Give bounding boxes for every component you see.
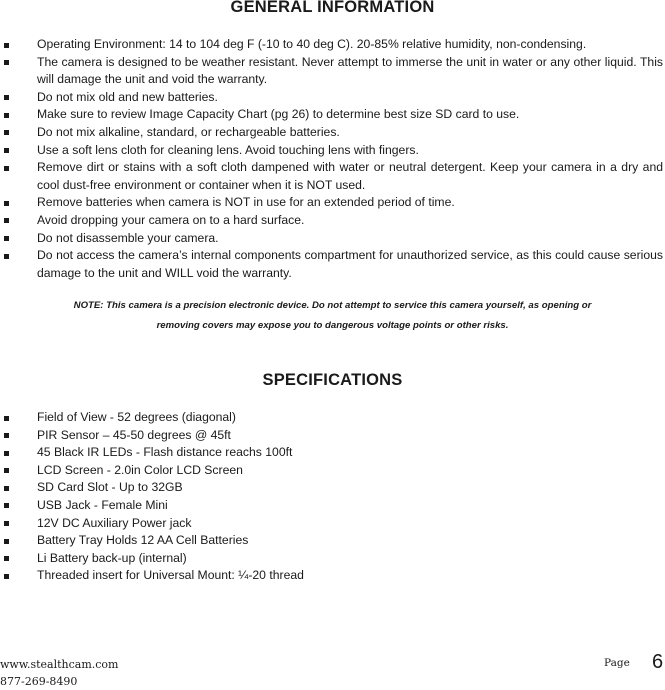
list-item-text: Avoid dropping your camera on to a hard surface. xyxy=(37,212,305,227)
list-item-text: Field of View - 52 degrees (diagonal) xyxy=(37,410,236,424)
page-number: 6 xyxy=(652,651,664,673)
bullet-icon xyxy=(4,130,9,135)
specifications-list xyxy=(0,409,665,585)
list-item xyxy=(0,89,665,107)
list-item-text: Use a soft lens cloth for cleaning lens. Avoid touching lens with fingers. xyxy=(37,142,419,157)
list-item xyxy=(0,479,665,497)
list-item xyxy=(0,159,665,194)
bullet-icon xyxy=(4,218,9,223)
website-link[interactable]: www.stealthcam.com xyxy=(0,658,119,671)
bullet-icon xyxy=(4,60,9,65)
bullet-icon xyxy=(4,521,9,526)
bullet-icon xyxy=(4,556,9,561)
list-item-text: SD Card Slot - Up to 32GB xyxy=(37,480,183,495)
list-item xyxy=(0,409,665,427)
bullet-icon xyxy=(4,503,9,508)
list-item-text: PIR Sensor – 45-50 degrees @ 45ft xyxy=(37,427,231,442)
list-item xyxy=(0,515,665,533)
general-information-title: GENERAL INFORMATION xyxy=(230,0,435,16)
footer-contact xyxy=(0,656,118,690)
bullet-icon xyxy=(4,416,9,421)
general-information-list xyxy=(0,36,665,282)
list-item xyxy=(0,247,665,282)
bullet-icon xyxy=(4,236,9,241)
bullet-icon xyxy=(4,486,9,491)
list-item-text: Do not mix alkaline, standard, or rechargeable batteries. xyxy=(37,124,340,139)
list-item-text: Make sure to review Image Capacity Chart (pg 26) to determine best size SD card to use. xyxy=(37,107,520,122)
bullet-icon xyxy=(4,254,9,259)
list-item xyxy=(0,444,665,462)
page-label: Page xyxy=(604,657,630,669)
list-item xyxy=(0,462,665,480)
list-item xyxy=(0,212,665,230)
bullet-icon xyxy=(4,468,9,473)
list-item xyxy=(0,550,665,568)
bullet-icon xyxy=(4,148,9,153)
bullet-icon xyxy=(4,113,9,118)
bullet-icon xyxy=(4,201,9,206)
note-line-1: NOTE: This camera is a precision electronic device. Do not attempt to service this camera yourself, as opening or xyxy=(73,300,592,311)
bullet-icon xyxy=(4,574,9,579)
list-item-text: Operating Environment: 14 to 104 deg F (-10 to 40 deg C). 20-85% relative humidity, non-condensing. xyxy=(37,37,587,51)
list-item xyxy=(0,106,665,124)
list-item xyxy=(0,194,665,212)
list-item xyxy=(0,427,665,445)
list-item-text: Li Battery back-up (internal) xyxy=(37,550,187,565)
list-item xyxy=(0,124,665,142)
list-item-text: Do not mix old and new batteries. xyxy=(37,89,218,104)
list-item-text: Remove batteries when camera is NOT in use for an extended period of time. xyxy=(37,195,455,210)
bullet-icon xyxy=(4,95,9,100)
list-item-text: Battery Tray Holds 12 AA Cell Batteries xyxy=(37,533,249,548)
list-item-text: 12V DC Auxiliary Power jack xyxy=(37,515,192,530)
list-item-text: Threaded insert for Universal Mount: ¼-20 thread xyxy=(37,568,304,583)
list-item-text: Do not access the camera’s internal components compartment for unauthorized service, as this could cause serious damage to the unit and WILL void the warranty. xyxy=(37,248,663,280)
note-line-2: removing covers may expose you to dangerous voltage points or other risks. xyxy=(156,320,509,331)
bullet-icon xyxy=(4,451,9,456)
bullet-icon xyxy=(4,166,9,171)
list-item-text: 45 Black IR LEDs - Flash distance reachs 100ft xyxy=(37,445,293,460)
list-item-text: LCD Screen - 2.0in Color LCD Screen xyxy=(37,462,243,477)
list-item xyxy=(0,567,665,585)
list-item xyxy=(0,142,665,160)
list-item-text: Remove dirt or stains with a soft cloth dampened with water or neutral detergent. Keep your camera in a dry and cool dust-free environment or container when it is NOT used. xyxy=(37,160,663,192)
list-item xyxy=(0,532,665,550)
list-item-text: The camera is designed to be weather resistant. Never attempt to immerse the unit in water or any other liquid. This will damage the unit and void the warranty. xyxy=(37,54,663,87)
bullet-icon xyxy=(4,43,9,48)
list-item xyxy=(0,230,665,248)
bullet-icon xyxy=(4,433,9,438)
list-item xyxy=(0,36,665,54)
list-item-text: USB Jack - Female Mini xyxy=(37,497,168,512)
specifications-title: SPECIFICATIONS xyxy=(262,371,403,389)
list-item xyxy=(0,497,665,515)
bullet-icon xyxy=(4,539,9,544)
list-item-text: Do not disassemble your camera. xyxy=(37,230,219,245)
precision-device-note xyxy=(0,296,665,336)
phone-number: 877-269-8490 xyxy=(0,675,78,688)
list-item xyxy=(0,54,665,89)
